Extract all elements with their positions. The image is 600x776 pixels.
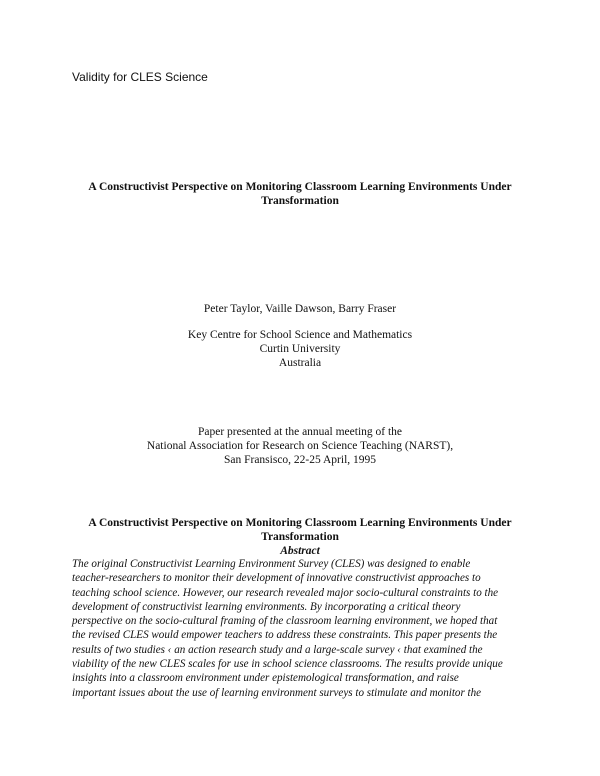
presentation-line: San Fransisco, 22-25 April, 1995 [223, 454, 377, 466]
affiliation-line: Curtin University [259, 343, 341, 355]
abstract-line: The original Constructivist Learning Environment Survey (CLES) was designed to enable [72, 558, 471, 570]
author-affiliation [60, 328, 540, 370]
running-header: Validity for CLES Science [72, 70, 208, 84]
presentation-note [60, 425, 540, 467]
affiliation-line: Key Centre for School Science and Mathematics [187, 329, 413, 341]
abstract-heading: Abstract [280, 545, 320, 557]
abstract-line: perspective on the socio-cultural framing of the classroom learning environment, we hoped that [72, 615, 498, 628]
abstract-title-line: A Constructivist Perspective on Monitoring Classroom Learning Environments Under [88, 517, 512, 529]
abstract-body [72, 557, 542, 700]
abstract-line: teacher-researchers to monitor their development of innovative constructivist approaches to [72, 572, 481, 585]
abstract-line: teaching school science. However, our research revealed major socio-cultural constraints to the [72, 586, 499, 599]
abstract-line: viability of the new CLES scales for use in school science classrooms. The results provide unique [72, 658, 503, 671]
presentation-line: National Association for Research on Science Teaching (NARST), [146, 440, 454, 452]
abstract-line: insights into a classroom environment under epistemological transformation, and raise [72, 672, 459, 685]
paper-title-line: A Constructivist Perspective on Monitoring Classroom Learning Environments Under [88, 181, 512, 193]
author-list: Peter Taylor, Vaille Dawson, Barry Fraser [203, 303, 397, 315]
paper-title-line: Transformation [261, 195, 339, 207]
affiliation-line: Australia [278, 357, 322, 369]
abstract-line: results of two studies ‹ an action research study and a large-scale survey ‹ that examined the [72, 643, 483, 656]
presentation-line: Paper presented at the annual meeting of the [197, 426, 403, 438]
paper-title [60, 180, 540, 208]
abstract-paper-title [60, 517, 540, 544]
abstract-title-line: Transformation [261, 530, 339, 543]
abstract-line: important issues about the use of learning environment surveys to stimulate and monitor the [72, 686, 482, 699]
abstract-line: the revised CLES would empower teachers to address these constraints. This paper presents the [72, 629, 498, 642]
abstract-line: development of constructivist learning environments. By incorporating a critical theory [72, 600, 461, 613]
